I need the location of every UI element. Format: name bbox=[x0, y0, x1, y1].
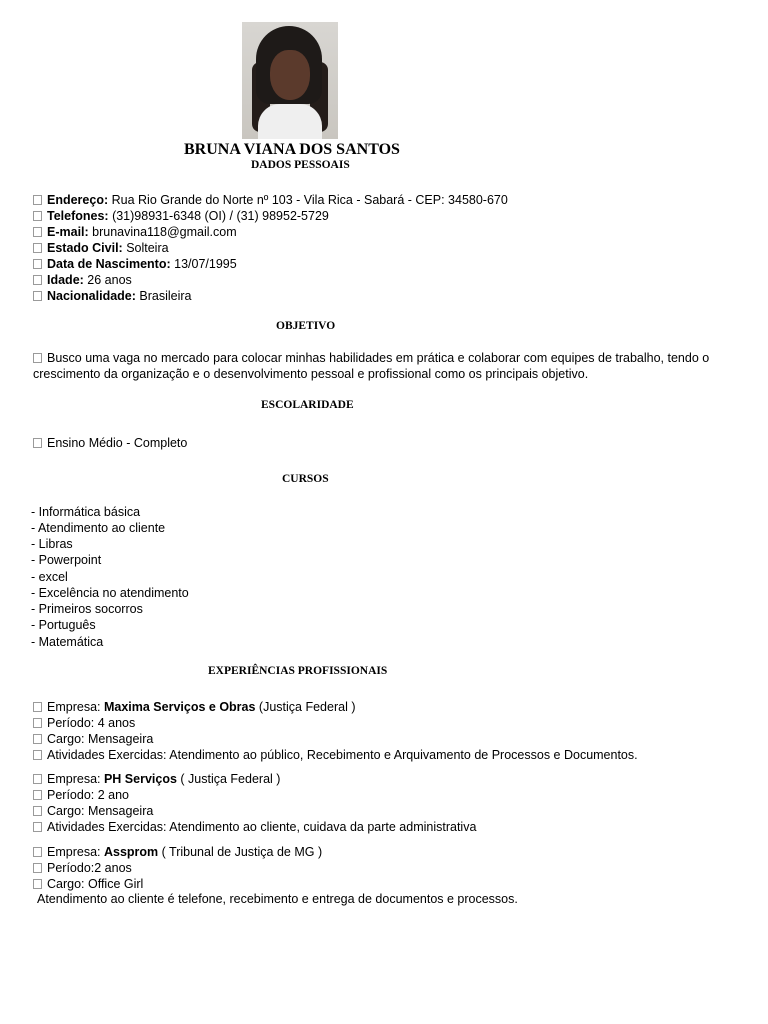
job-company: Empresa: Maxima Serviços e Obras (Justiça Federal ) bbox=[33, 699, 355, 715]
course-item: - Atendimento ao cliente bbox=[31, 521, 166, 535]
personal-address: Endereço: Rua Rio Grande do Norte nº 103 - Vila Rica - Sabará - CEP: 34580-670 bbox=[33, 192, 508, 208]
section-title-education: ESCOLARIDADE bbox=[261, 399, 354, 411]
job-period: Período:2 anos bbox=[33, 860, 132, 876]
personal-birth-date: Data de Nascimento: 13/07/1995 bbox=[33, 256, 237, 272]
profile-photo bbox=[242, 22, 338, 139]
course-item: - Primeiros socorros bbox=[31, 602, 143, 616]
bullet-icon bbox=[33, 211, 42, 221]
job-activities: Atividades Exercidas: Atendimento ao cliente, cuidava da parte administrativa bbox=[33, 819, 476, 835]
job-period: Período: 2 ano bbox=[33, 787, 129, 803]
job-role: Cargo: Mensageira bbox=[33, 731, 153, 747]
personal-email: E-mail: brunavina118@gmail.com bbox=[33, 224, 237, 240]
bullet-icon bbox=[33, 734, 42, 744]
job-period: Período: 4 anos bbox=[33, 715, 135, 731]
bullet-icon bbox=[33, 195, 42, 205]
section-title-experience: EXPERIÊNCIAS PROFISSIONAIS bbox=[208, 665, 388, 677]
bullet-icon bbox=[33, 718, 42, 728]
bullet-icon bbox=[33, 291, 42, 301]
bullet-icon bbox=[33, 806, 42, 816]
course-item: - Powerpoint bbox=[31, 553, 102, 567]
section-title-objective: OBJETIVO bbox=[276, 320, 336, 332]
education-item: Ensino Médio - Completo bbox=[33, 435, 187, 451]
bullet-icon bbox=[33, 275, 42, 285]
bullet-icon bbox=[33, 790, 42, 800]
section-title-courses: CURSOS bbox=[282, 473, 329, 485]
bullet-icon bbox=[33, 438, 42, 448]
personal-nationality: Nacionalidade: Brasileira bbox=[33, 288, 192, 304]
candidate-name: BRUNA VIANA DOS SANTOS bbox=[184, 141, 400, 158]
bullet-icon bbox=[33, 750, 42, 760]
bullet-icon bbox=[33, 863, 42, 873]
personal-age: Idade: 26 anos bbox=[33, 272, 132, 288]
job-activities: Atividades Exercidas: Atendimento ao público, Recebimento e Arquivamento de Processos e Documentos. bbox=[33, 747, 638, 763]
course-item: - excel bbox=[31, 570, 68, 584]
course-item: - Excelência no atendimento bbox=[31, 586, 189, 600]
bullet-icon bbox=[33, 353, 42, 363]
course-item: - Matemática bbox=[31, 635, 104, 649]
job-company: Empresa: Assprom ( Tribunal de Justiça de MG ) bbox=[33, 844, 322, 860]
bullet-icon bbox=[33, 847, 42, 857]
bullet-icon bbox=[33, 259, 42, 269]
job-activities: Atendimento ao cliente é telefone, recebimento e entrega de documentos e processos. bbox=[37, 892, 518, 906]
bullet-icon bbox=[33, 774, 42, 784]
course-item: - Libras bbox=[31, 537, 73, 551]
photo-face bbox=[270, 50, 310, 100]
course-item: - Informática básica bbox=[31, 505, 141, 519]
personal-civil-status: Estado Civil: Solteira bbox=[33, 240, 169, 256]
course-item: - Português bbox=[31, 618, 96, 632]
photo-shirt bbox=[258, 104, 322, 139]
bullet-icon bbox=[33, 822, 42, 832]
objective-text: Busco uma vaga no mercado para colocar minhas habilidades em prática e colaborar com equipes de trabalho, tendo o crescimento da organização e o desenvolvimento pessoal e profissional como os principais objetivo. bbox=[33, 351, 710, 381]
bullet-icon bbox=[33, 879, 42, 889]
job-role: Cargo: Mensageira bbox=[33, 803, 153, 819]
bullet-icon bbox=[33, 243, 42, 253]
personal-phones: Telefones: (31)98931-6348 (OI) / (31) 98952-5729 bbox=[33, 208, 329, 224]
job-role: Cargo: Office Girl bbox=[33, 876, 143, 892]
bullet-icon bbox=[33, 702, 42, 712]
section-title-personal: DADOS PESSOAIS bbox=[251, 159, 350, 171]
job-company: Empresa: PH Serviços ( Justiça Federal ) bbox=[33, 771, 280, 787]
bullet-icon bbox=[33, 227, 42, 237]
